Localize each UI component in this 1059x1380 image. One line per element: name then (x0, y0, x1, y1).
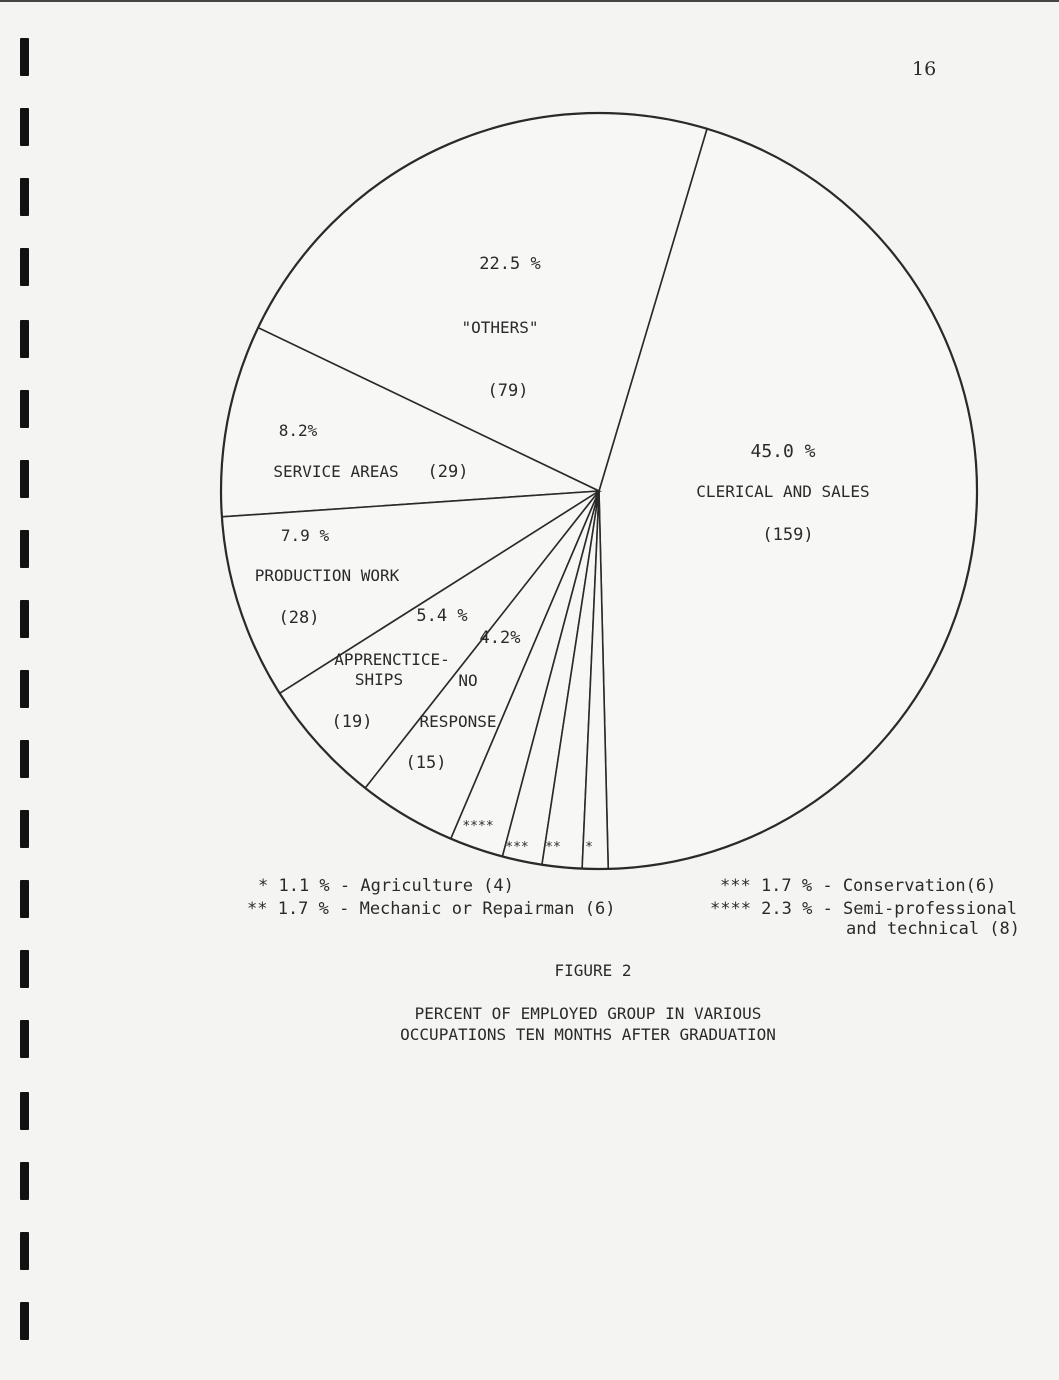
legend-conservation: *** 1.7 % - Conservation(6) (720, 876, 997, 896)
figure-label: FIGURE 2 (554, 961, 632, 980)
slice-label-name: SHIPS (354, 670, 404, 689)
slice-marker: **** (462, 819, 494, 834)
slice-marker: * (585, 840, 593, 855)
slice-label-count: (29) (427, 462, 469, 482)
slice-label-count: (79) (487, 381, 529, 401)
slice-label-count: (28) (278, 608, 320, 628)
legend-semi-professional-cont: and technical (8) (846, 919, 1020, 939)
slice-label-count: (19) (331, 712, 373, 732)
slice-label-percent: 45.0 % (750, 441, 816, 462)
slice-label-count: (15) (405, 753, 447, 773)
page-number: 16 (912, 58, 937, 80)
legend-semi-professional: **** 2.3 % - Semi-professional (710, 899, 1018, 919)
slice-label-name: NO (458, 671, 478, 690)
slice-label-name: CLERICAL AND SALES (696, 482, 870, 501)
slice-label-percent: 4.2% (479, 628, 521, 648)
slice-label-name: SERVICE AREAS (273, 462, 399, 481)
slice-label-count: (159) (762, 525, 814, 545)
slice-label-percent: 8.2% (278, 421, 318, 440)
figure-caption-line-1: PERCENT OF EMPLOYED GROUP IN VARIOUS (414, 1004, 762, 1023)
slice-label-name: APPRENCTICE- (334, 650, 450, 669)
slice-label-name: "OTHERS" (461, 318, 539, 337)
legend-agriculture: * 1.1 % - Agriculture (4) (258, 876, 514, 896)
slice-marker: *** (505, 840, 529, 855)
slice-label-name: PRODUCTION WORK (254, 566, 400, 585)
slice-label-percent: 22.5 % (479, 254, 541, 274)
slice-label-name: RESPONSE (419, 712, 497, 731)
figure-caption-line-2: OCCUPATIONS TEN MONTHS AFTER GRADUATION (400, 1025, 776, 1044)
legend-mechanic: ** 1.7 % - Mechanic or Repairman (6) (247, 899, 616, 919)
slice-marker: ** (545, 840, 561, 855)
slice-label-percent: 5.4 % (416, 606, 468, 626)
slice-label-percent: 7.9 % (280, 526, 330, 545)
